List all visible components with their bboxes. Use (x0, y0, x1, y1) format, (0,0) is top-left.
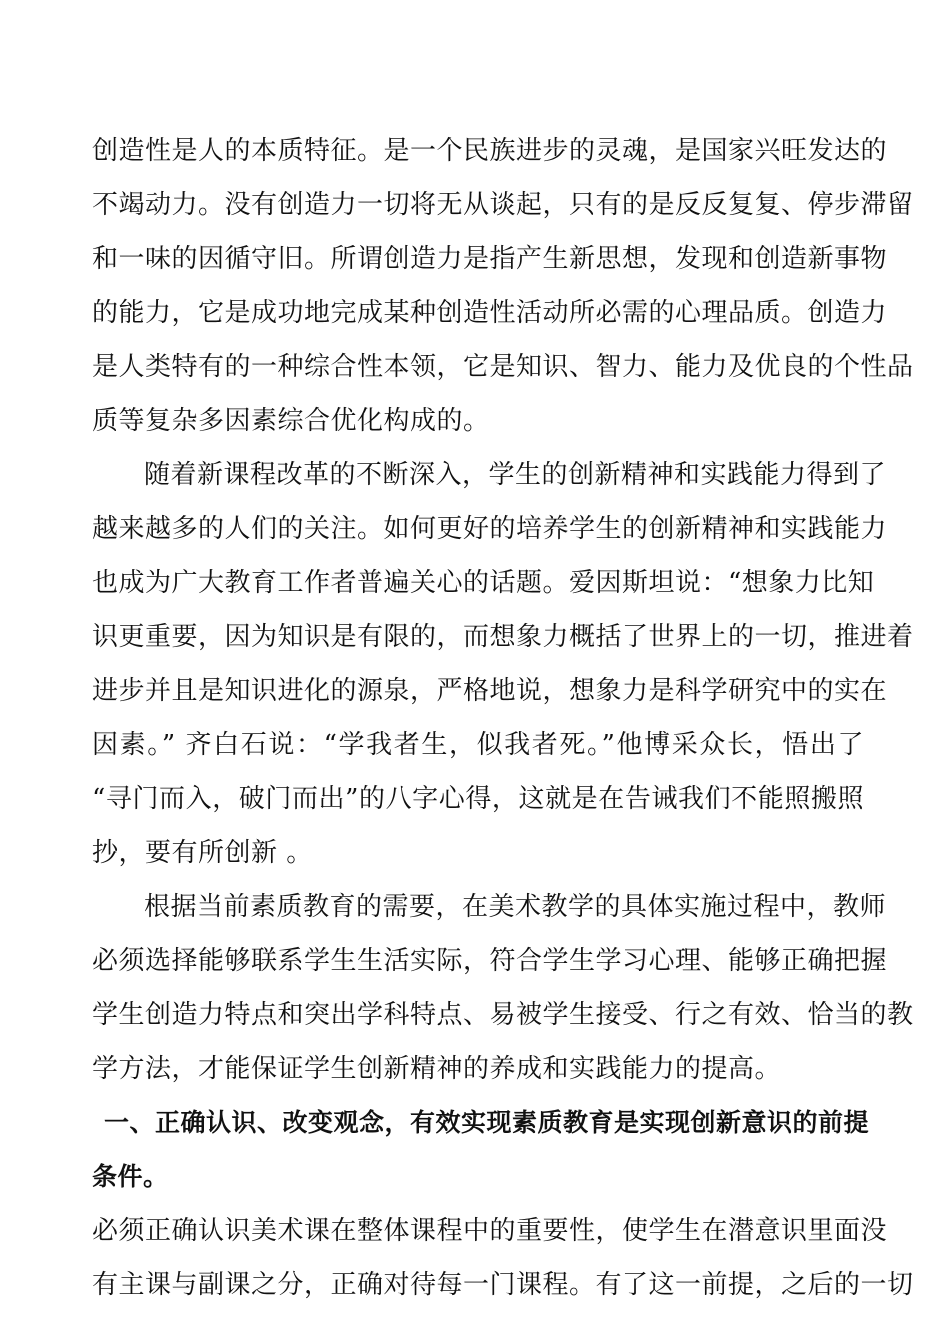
paragraph-section-body (92, 1204, 914, 1312)
paragraph-teaching-method (92, 880, 914, 1096)
text-line: 识更重要，因为知识是有限的，而想象力概括了世界上的一切，推进着 (92, 622, 914, 652)
text-line: 因素。” 齐白石说：“学我者生，似我者死。”他博采众长，悟出了 (92, 730, 864, 760)
text-line: 根据当前素质教育的需要，在美术教学的具体实施过程中，教师 (144, 892, 887, 922)
text-line: 是人类特有的一种综合性本领，它是知识、智力、能力及优良的个性品 (92, 352, 914, 382)
text-line: 随着新课程改革的不断深入，学生的创新精神和实践能力得到了 (144, 460, 887, 490)
text-line: 进步并且是知识进化的源泉，严格地说，想象力是科学研究中的实在 (92, 676, 888, 706)
document-page (92, 124, 914, 1312)
text-line: “寻门而入，破门而出”的八字心得，这就是在告诫我们不能照搬照 (92, 784, 864, 814)
text-line: 不竭动力。没有创造力一切将无从谈起，只有的是反反复复、停步滞留 (92, 190, 914, 220)
text-line: 和一味的因循守旧。所谓创造力是指产生新思想，发现和创造新事物 (92, 244, 888, 274)
text-line: 学生创造力特点和突出学科特点、易被学生接受、行之有效、恰当的教 (92, 1000, 914, 1030)
paragraph-intro (92, 124, 914, 448)
text-line: 也成为广大教育工作者普遍关心的话题。爱因斯坦说：“想象力比知 (92, 568, 875, 598)
text-line: 的能力，它是成功地完成某种创造性活动所必需的心理品质。创造力 (92, 298, 888, 328)
text-line: 学方法，才能保证学生创新精神的养成和实践能力的提高。 (92, 1054, 782, 1084)
text-line: 必须正确认识美术课在整体课程中的重要性，使学生在潜意识里面没 (92, 1216, 888, 1246)
heading-line: 条件。 (92, 1162, 169, 1191)
text-line: 质等复杂多因素综合优化构成的。 (92, 406, 490, 436)
text-line: 创造性是人的本质特征。是一个民族进步的灵魂，是国家兴旺发达的 (92, 136, 888, 166)
section-heading (92, 1096, 870, 1204)
text-line: 抄，要有所创新 。 (92, 838, 313, 868)
text-line: 必须选择能够联系学生生活实际，符合学生学习心理、能够正确把握 (92, 946, 888, 976)
text-line: 有主课与副课之分，正确对待每一门课程。有了这一前提，之后的一切 (92, 1270, 914, 1300)
text-line: 越来越多的人们的关注。如何更好的培养学生的创新精神和实践能力 (92, 514, 888, 544)
heading-line: 一、正确认识、改变观念，有效实现素质教育是实现创新意识的前提 (104, 1108, 870, 1137)
paragraph-curriculum-reform (92, 448, 914, 880)
